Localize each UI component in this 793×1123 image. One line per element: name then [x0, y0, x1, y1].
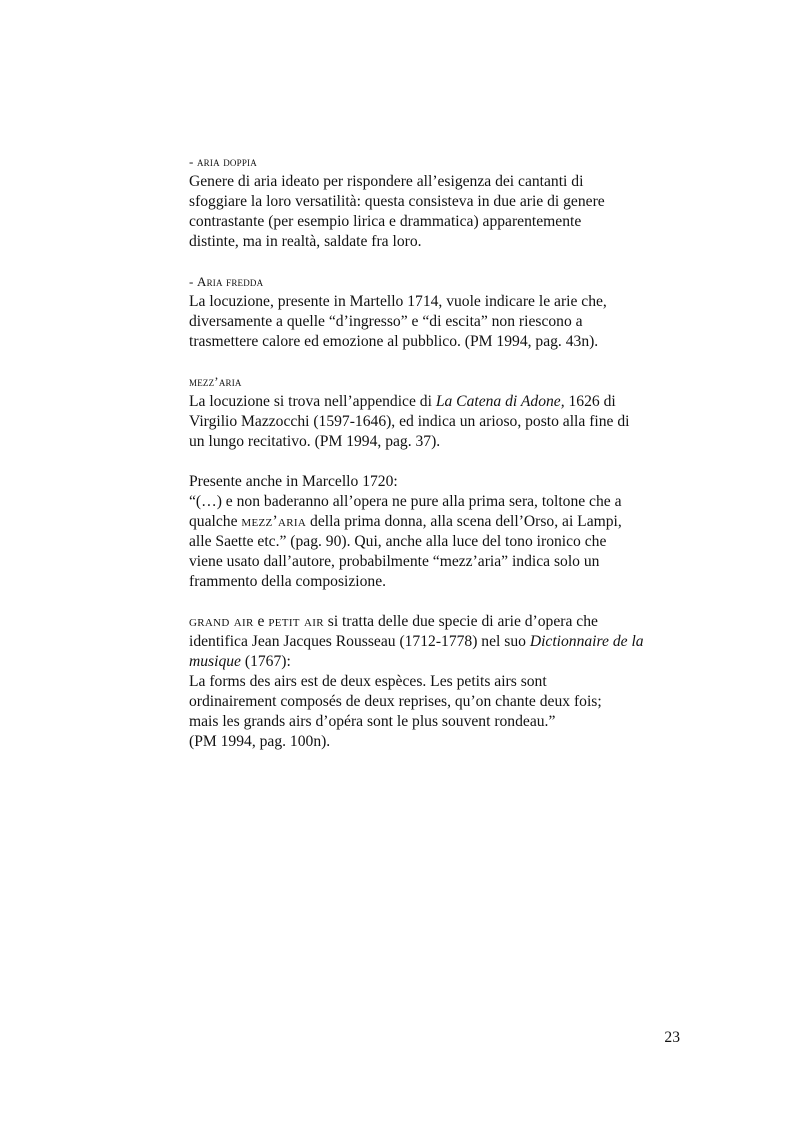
entry-line: Virgilio Mazzocchi (1597-1646), ed indica un arioso, posto alla fine di — [189, 413, 630, 430]
entry-line: viene usato dall’autore, probabilmente “mezz’aria” indica solo un — [189, 553, 600, 570]
work-title: Dictionnaire de la — [529, 633, 644, 650]
work-title: musique — [189, 653, 241, 670]
entry-line: La locuzione si trova nell’appendice di La Catena di Adone, 1626 di — [189, 393, 616, 410]
entry-heading: - Aria fredda — [189, 274, 264, 289]
entry-line: diversamente a quelle “d’ingresso” e “di escita” non riescono a — [189, 313, 583, 330]
entry-term: Aria fredda — [196, 274, 264, 289]
entry-line: musique (1767): — [189, 653, 291, 670]
work-title: La Catena di Adone, — [435, 393, 565, 410]
entry-line: identifica Jean Jacques Rousseau (1712-1778) nel suo Dictionnaire de la — [189, 633, 644, 650]
entry-line: mais les grands airs d’opéra sont le plus souvent rondeau.” — [189, 713, 556, 730]
entry-term: grand air — [189, 613, 254, 630]
entry-grand-air — [189, 612, 681, 752]
entry-term: mezz’aria — [189, 374, 242, 389]
entry-mezz-aria — [189, 372, 681, 452]
entry-line: La locuzione, presente in Martello 1714, vuole indicare le arie che, — [189, 293, 607, 310]
entry-line: un lungo recitativo. (PM 1994, pag. 37). — [189, 433, 441, 450]
entry-term: petit air — [268, 613, 324, 630]
entry-heading — [189, 372, 681, 392]
entry-line: Presente anche in Marcello 1720: — [189, 473, 398, 490]
entry-term: aria doppia — [196, 154, 257, 169]
page-number: 23 — [664, 1029, 680, 1046]
entry-aria-doppia — [189, 152, 681, 252]
entry-heading: - aria doppia — [189, 154, 257, 169]
entry-line: frammento della composizione. — [189, 573, 387, 590]
entry-line: ordinairement composés de deux reprises, qu’on chante deux fois; — [189, 693, 602, 710]
entry-line: grand air e petit air si tratta delle due specie di arie d’opera che — [189, 613, 598, 630]
entry-marcello-quote — [189, 472, 681, 592]
entry-line: “(…) e non baderanno all’opera ne pure alla prima sera, toltone che a — [189, 493, 622, 510]
entry-line: (PM 1994, pag. 100n). — [189, 733, 331, 750]
page-content — [189, 152, 681, 752]
entry-aria-fredda — [189, 272, 681, 352]
entry-line: sfoggiare la loro versatilità: questa consisteva in due arie di genere — [189, 193, 605, 210]
entry-line: trasmettere calore ed emozione al pubblico. (PM 1994, pag. 43n). — [189, 333, 599, 350]
entry-line: Genere di aria ideato per rispondere all’esigenza dei cantanti di — [189, 173, 584, 190]
entry-line: alle Saette etc.” (pag. 90). Qui, anche alla luce del tono ironico che — [189, 533, 607, 550]
entry-line: La forms des airs est de deux espèces. Les petits airs sont — [189, 673, 547, 690]
entry-line: distinte, ma in realtà, saldate fra loro. — [189, 233, 422, 250]
entry-term: mezz’aria — [241, 513, 307, 530]
entry-line: contrastante (per esempio lirica e drammatica) apparentemente — [189, 213, 582, 230]
entry-line: qualche mezz’aria della prima donna, alla scena dell’Orso, ai Lampi, — [189, 513, 622, 530]
